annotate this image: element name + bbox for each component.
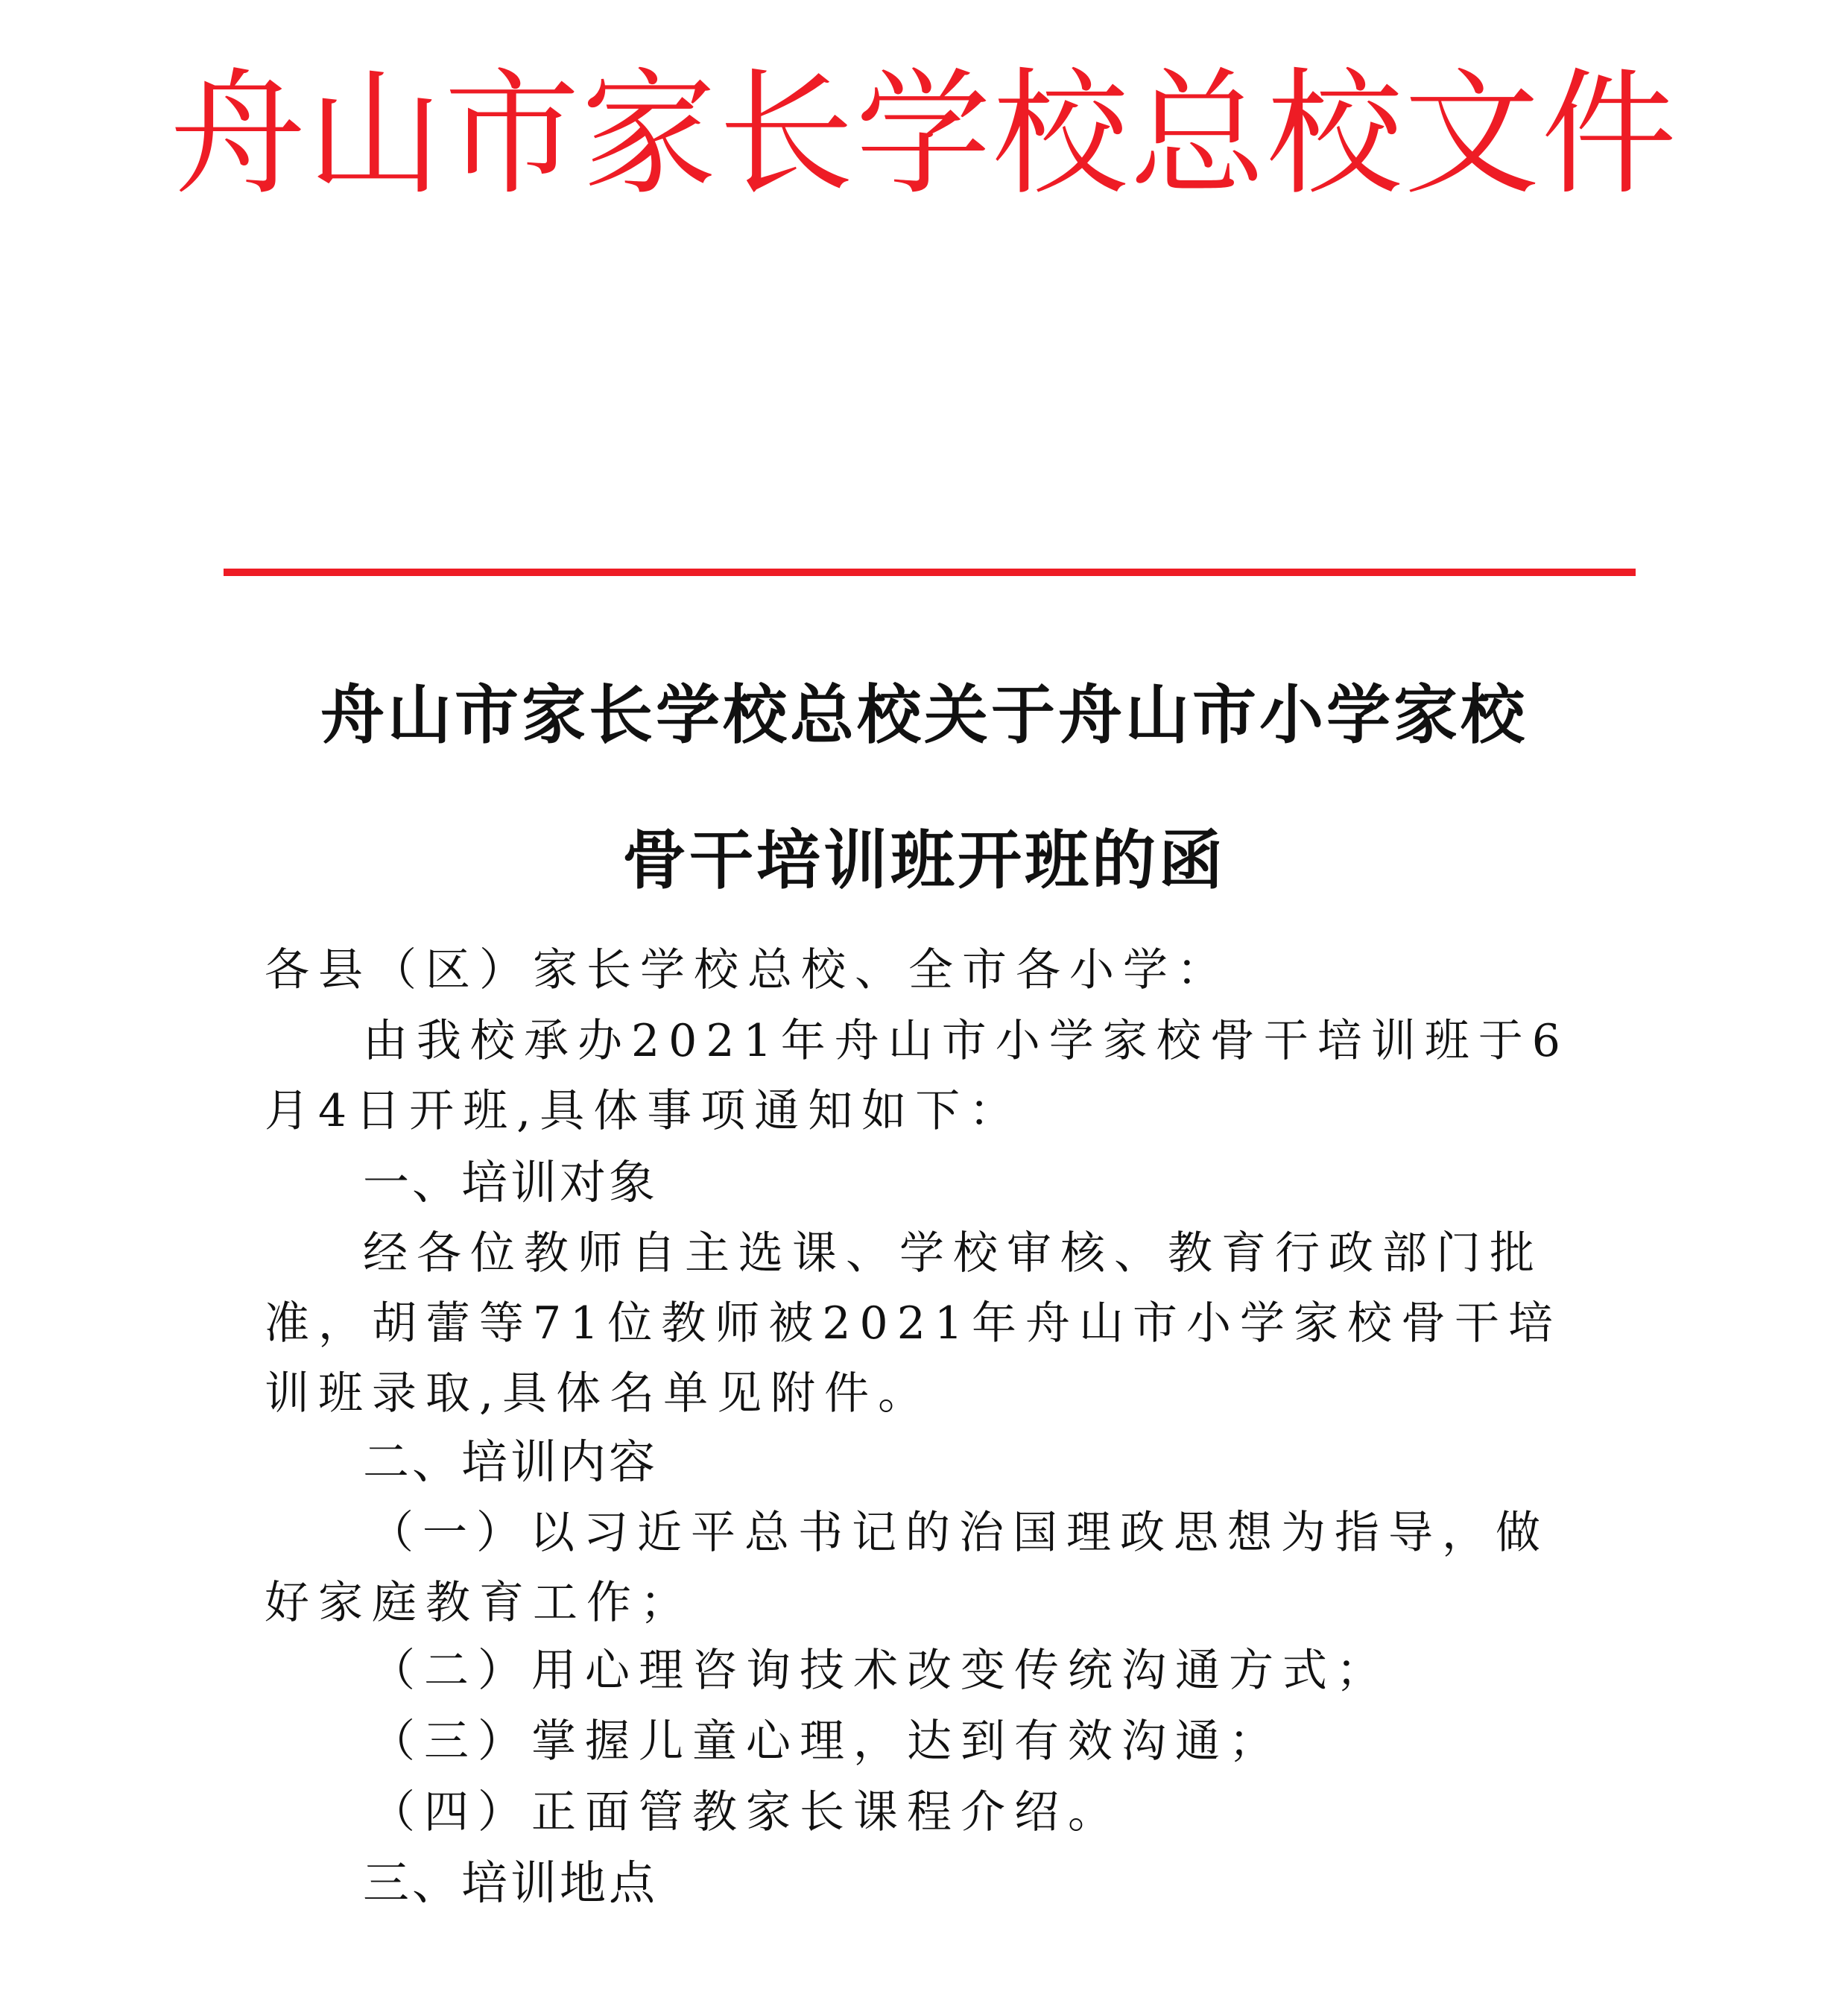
document-title-line-1: 舟山市家长学校总校关于舟山市小学家校 (320, 678, 1528, 753)
section-heading-3: 三、培训地点 (363, 1856, 659, 1910)
section-heading-2: 二、培训内容 (363, 1434, 659, 1489)
document-title-line-2: 骨干培训班开班的函 (622, 823, 1226, 898)
section-2-item-4: （四）正面管教家长课程介绍。 (370, 1786, 1121, 1838)
section-heading-1: 一、培训对象 (363, 1155, 659, 1209)
section-2-item-2: （二）用心理咨询技术改变传统沟通方式； (370, 1645, 1390, 1697)
intro-paragraph: 由我校承办2021年舟山市小学家校骨干培训班于6月4日开班,具体事项通知如下： (265, 1015, 1569, 1137)
org-letterhead-title: 舟山市家长学校总校文件 (170, 55, 1678, 213)
section-2-item-1: （一）以习近平总书记的治国理政思想为指导，做好家庭教育工作； (265, 1507, 1549, 1629)
section-2-item-3: （三）掌握儿童心理，达到有效沟通； (370, 1715, 1282, 1768)
salutation: 各县（区）家长学校总校、全市各小学： (265, 944, 1230, 996)
section-1-paragraph: 经各位教师自主选课、学校审核、教育行政部门批准，胡蕾等71位教师被2021年舟山市小学家校骨干培训班录取,具体名单见附件。 (265, 1227, 1563, 1420)
red-divider-line (224, 569, 1636, 576)
